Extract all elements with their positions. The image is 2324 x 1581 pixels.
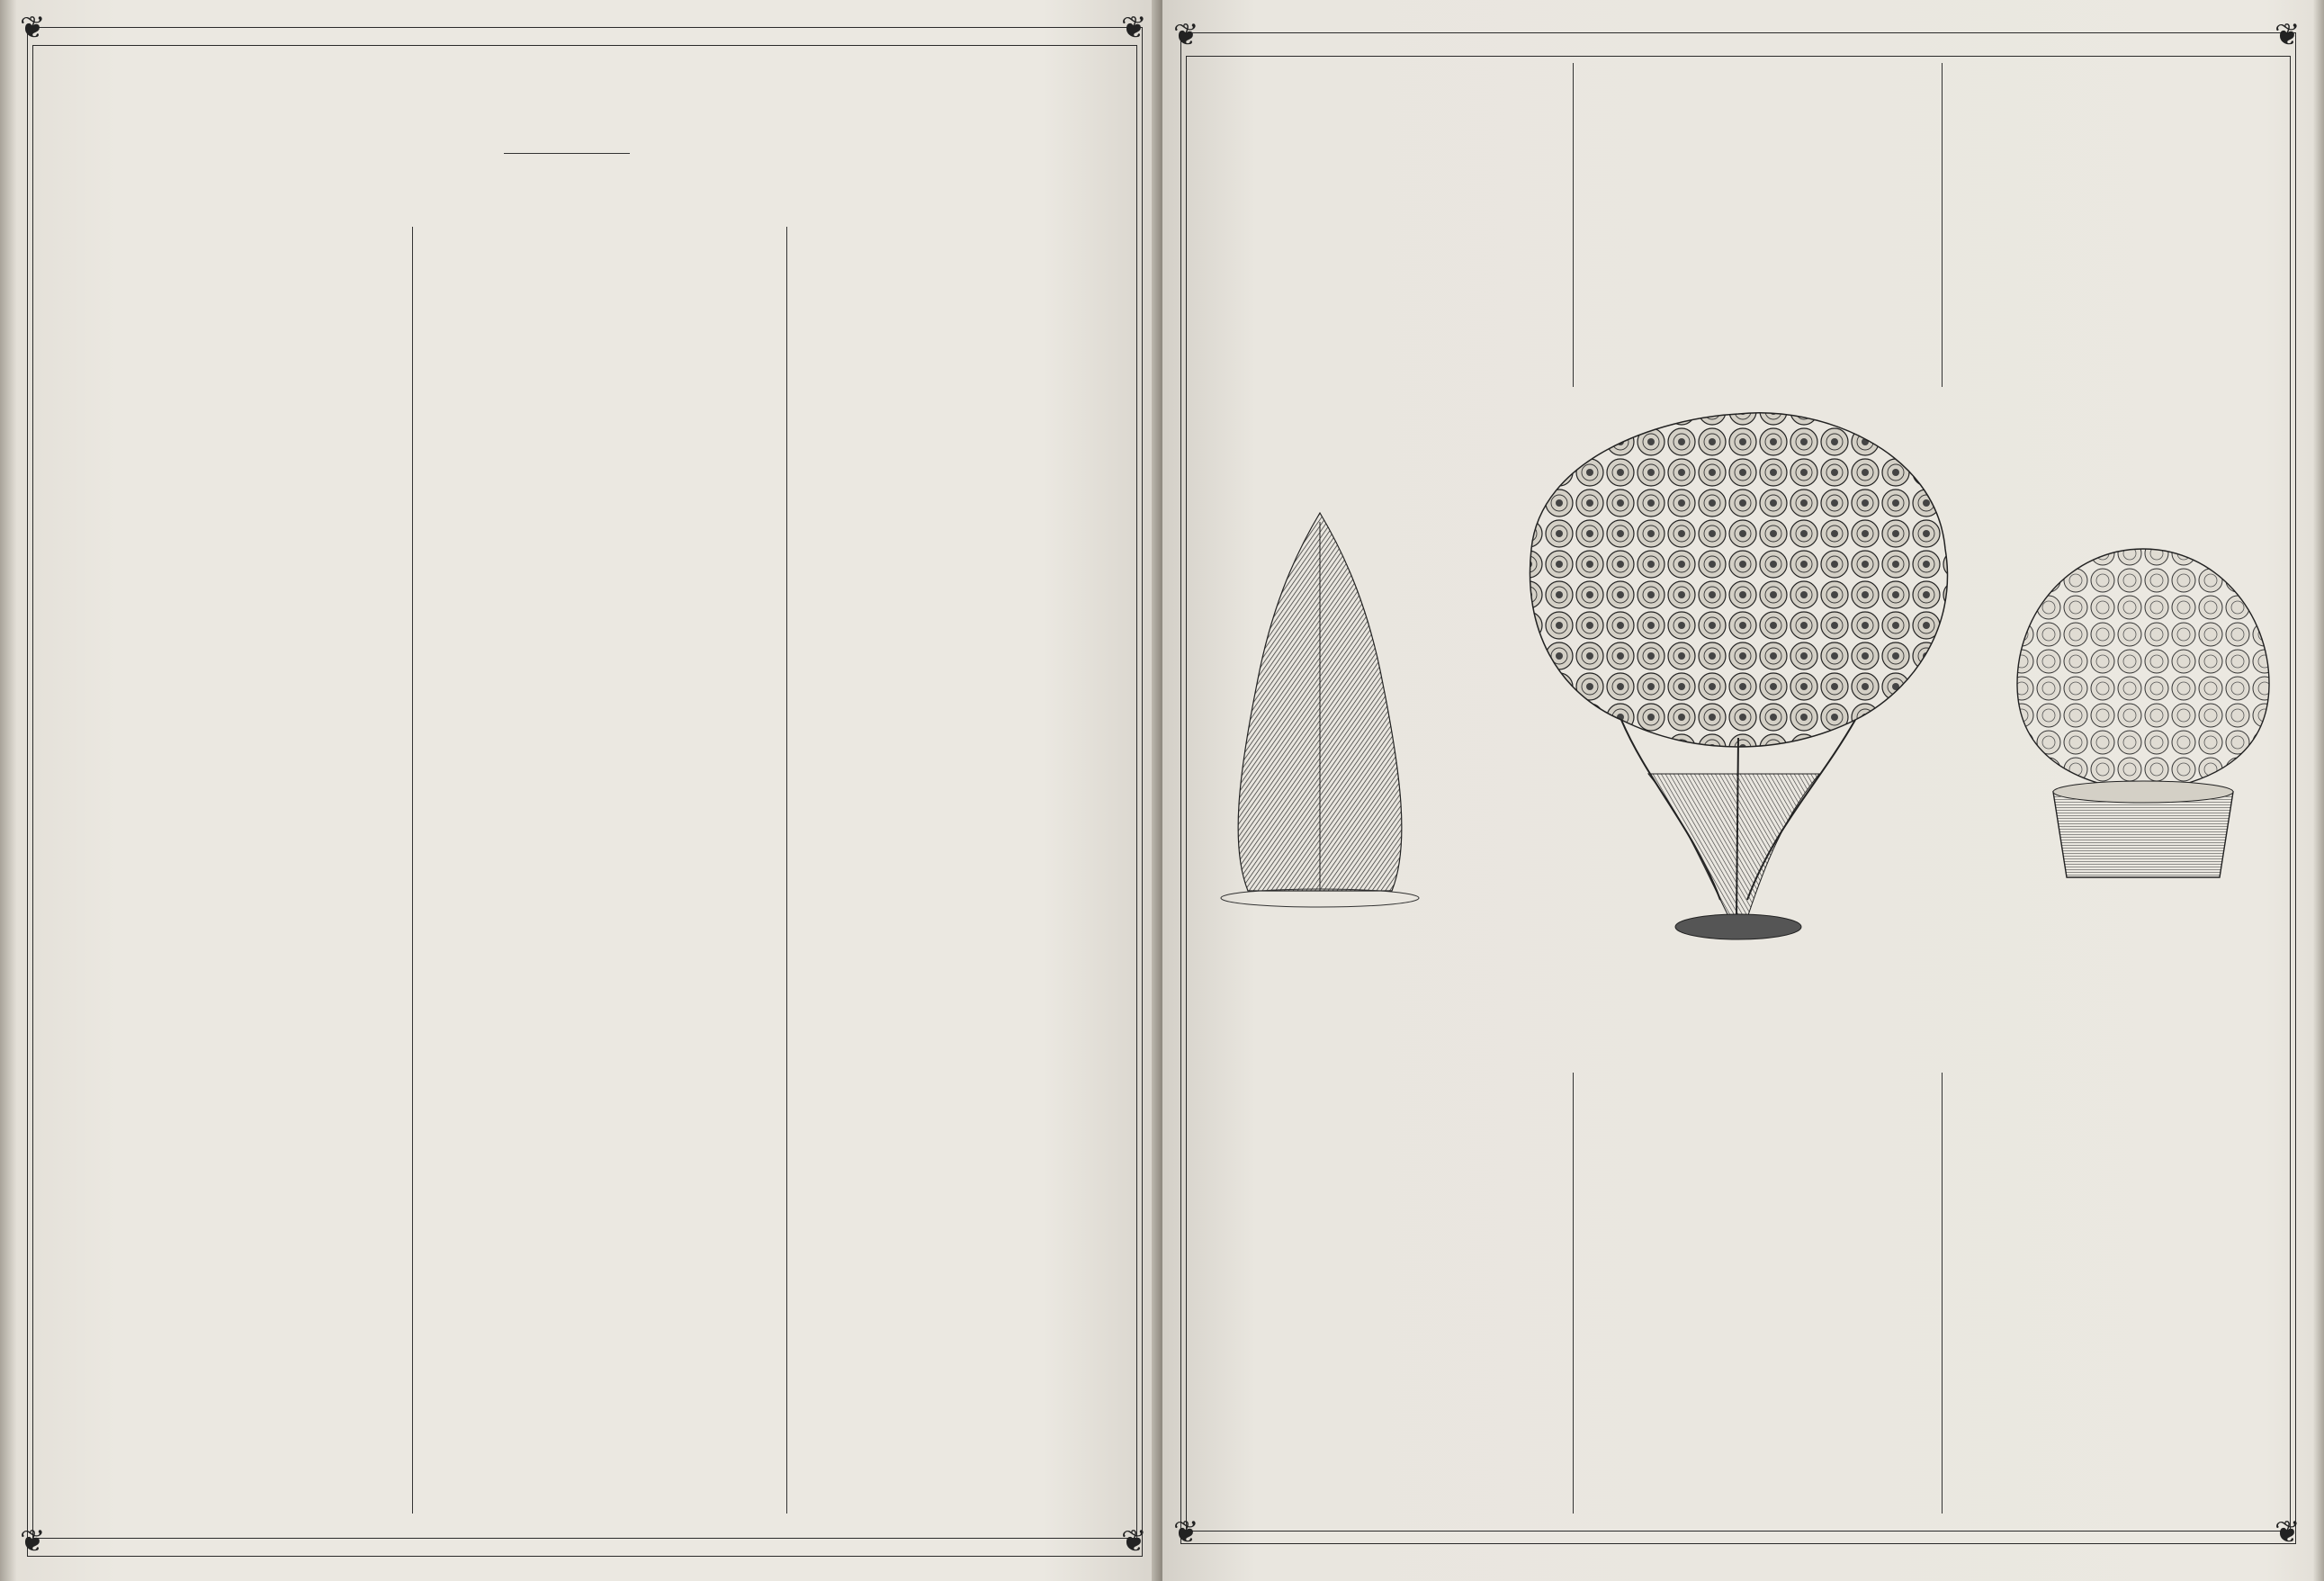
potted-aster-illustration [2008,540,2278,891]
page-edge-shadow [2313,0,2324,1581]
page-edge-shadow [0,0,16,1581]
corner-ornament-icon: ❦ [20,10,46,46]
column-rule [1573,63,1574,387]
corner-ornament-icon: ❦ [2275,17,2301,53]
corner-ornament-icon: ❦ [20,1523,46,1559]
left-page [0,0,1159,1581]
column-rule [412,227,413,1514]
aster-plant-illustration [1513,396,1963,963]
balsam-plant-illustration [1212,504,1428,918]
page-inner-frame [32,45,1137,1539]
corner-ornament-icon: ❦ [1121,1523,1147,1559]
column-rule [1942,63,1943,387]
corner-ornament-icon: ❦ [1173,1514,1199,1550]
right-page [1162,0,2324,1581]
corner-ornament-icon: ❦ [1173,17,1199,53]
title-divider [504,153,630,154]
column-rule [1573,1073,1574,1514]
corner-ornament-icon: ❦ [2275,1514,2301,1550]
column-rule [786,227,787,1514]
column-rule [1942,1073,1943,1514]
corner-ornament-icon: ❦ [1121,10,1147,46]
